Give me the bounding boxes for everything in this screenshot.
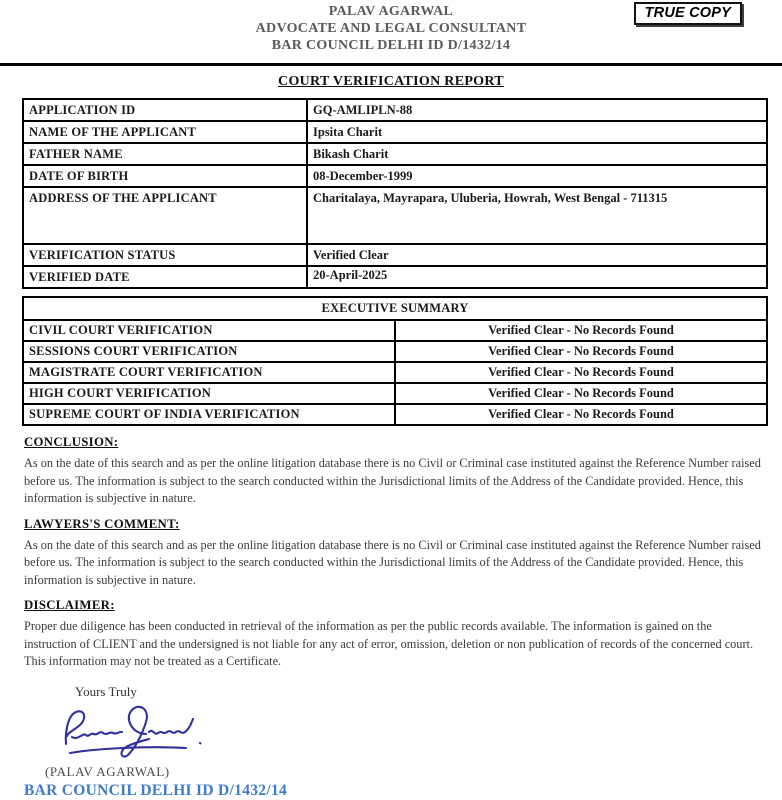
row-value: Verified Clear - No Records Found bbox=[395, 362, 767, 383]
section-body: As on the date of this search and as per the online litigation database there is no Civil or Criminal case instituted against the Reference Number raised before us. The information is subject to the search conducted within the Jurisdictional limits of the Address of the Candidate provided. Hence, this information is subjective in nature. bbox=[24, 456, 761, 505]
section-body: As on the date of this search and as per the online litigation database there is no Civil or Criminal case instituted against the Reference Number raised before us. The information is subject to the search conducted within the Jurisdictional limits of the Address of the Candidate provided. Hence, this information is subjective in nature. bbox=[24, 537, 761, 587]
row-label: VERIFICATION STATUS bbox=[23, 244, 307, 266]
row-value: 08-December-1999 bbox=[307, 165, 767, 187]
row-label: ADDRESS OF THE APPLICANT bbox=[23, 187, 307, 244]
section-body: Proper due diligence has been conducted in retrieval of the information as per the public records available. The information is gained on the instruction of CLIENT and the undersigned is not liable for any act of error, omission, deletion or non publication of records of the concerned court. This information may not be treated as a Certificate. bbox=[24, 619, 754, 668]
table-row bbox=[23, 404, 767, 425]
row-value: Bikash Charit bbox=[307, 143, 767, 165]
row-label: DATE OF BIRTH bbox=[23, 165, 307, 187]
section-heading: CONCLUSION: bbox=[24, 435, 119, 449]
closing-text: Yours Truly bbox=[75, 683, 137, 699]
report-title: COURT VERIFICATION REPORT bbox=[278, 74, 504, 89]
true-copy-stamp: TRUE COPY bbox=[634, 2, 742, 25]
table-row bbox=[23, 266, 767, 288]
section-conclusion bbox=[24, 435, 761, 508]
section-heading: LAWYERS'S COMMENT: bbox=[24, 516, 180, 531]
row-label: HIGH COURT VERIFICATION bbox=[23, 383, 395, 404]
table-header-row bbox=[23, 297, 767, 320]
row-value: Verified Clear - No Records Found bbox=[395, 320, 767, 341]
table-row bbox=[23, 244, 767, 266]
table-row bbox=[23, 143, 767, 165]
table-row bbox=[23, 121, 767, 143]
row-value: Verified Clear - No Records Found bbox=[395, 341, 767, 362]
table-row bbox=[23, 362, 767, 383]
row-value: Charitalaya, Mayrapara, Uluberia, Howrah, West Bengal - 711315 bbox=[307, 187, 767, 244]
section-disclaimer bbox=[24, 598, 758, 671]
table-row bbox=[23, 320, 767, 341]
row-value: 20-April-2025 bbox=[307, 266, 767, 288]
letterhead-subtitle: ADVOCATE AND LEGAL CONSULTANT bbox=[255, 21, 527, 36]
row-label: CIVIL COURT VERIFICATION bbox=[23, 320, 395, 341]
section-lawyers-comment bbox=[24, 516, 761, 590]
row-label: MAGISTRATE COURT VERIFICATION bbox=[23, 362, 395, 383]
table-row bbox=[23, 99, 767, 121]
executive-summary-table bbox=[22, 296, 768, 426]
table-row bbox=[23, 341, 767, 362]
row-label: APPLICATION ID bbox=[23, 99, 307, 121]
letterhead-name: PALAV AGARWAL bbox=[328, 4, 454, 19]
letterhead-bar-id: BAR COUNCIL DELHI ID D/1432/14 bbox=[271, 38, 511, 53]
section-heading: DISCLAIMER: bbox=[24, 598, 115, 612]
executive-summary-title: EXECUTIVE SUMMARY bbox=[23, 297, 767, 320]
applicant-table bbox=[22, 98, 768, 289]
row-value: Ipsita Charit bbox=[307, 121, 767, 143]
row-value: GQ-AMLIPLN-88 bbox=[307, 99, 767, 121]
row-label: FATHER NAME bbox=[23, 143, 307, 165]
row-value: Verified Clear - No Records Found bbox=[395, 383, 767, 404]
row-value: Verified Clear bbox=[307, 244, 767, 266]
row-label: VERIFIED DATE bbox=[23, 266, 307, 288]
row-label: SUPREME COURT OF INDIA VERIFICATION bbox=[23, 404, 395, 425]
row-label: NAME OF THE APPLICANT bbox=[23, 121, 307, 143]
header-divider bbox=[0, 63, 782, 66]
signatory-bar-id: BAR COUNCIL DELHI ID D/1432/14 bbox=[24, 781, 288, 799]
row-label: SESSIONS COURT VERIFICATION bbox=[23, 341, 395, 362]
table-row bbox=[23, 165, 767, 187]
signature-image bbox=[58, 702, 782, 764]
row-value: Verified Clear - No Records Found bbox=[395, 404, 767, 425]
table-row bbox=[23, 383, 767, 404]
signatory-name: (PALAV AGARWAL) bbox=[45, 763, 170, 779]
table-row bbox=[23, 187, 767, 244]
